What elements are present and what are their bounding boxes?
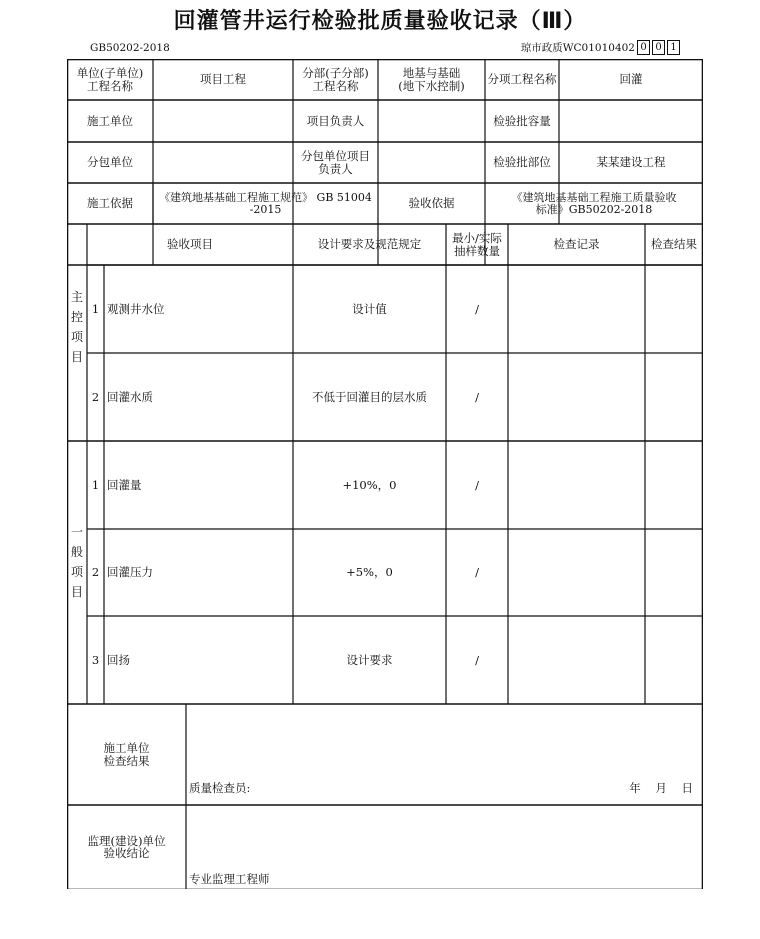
inspection-form <box>67 59 703 939</box>
form-title: 回灌管井运行检验批质量验收记录（Ⅲ） <box>173 9 587 34</box>
main-item-sample[interactable]: / <box>475 389 479 404</box>
main-group-label-char: 目 <box>70 350 83 364</box>
general-item-requirement: 设计要求 <box>346 652 393 667</box>
general-group-label-char: 项 <box>70 565 83 579</box>
main-item-result[interactable] <box>645 265 703 353</box>
general-item-result[interactable] <box>645 616 703 704</box>
standard-code: GB50202-2018 <box>90 42 170 54</box>
main-group-label-char: 项 <box>70 330 83 344</box>
main-item-no: 1 <box>91 301 100 316</box>
supervisor-conclusion-area[interactable] <box>186 809 703 873</box>
general-item-sample[interactable]: / <box>475 477 479 492</box>
accept-basis-value: 《建筑地基基础工程施工质量验收 标准》GB50202-2018 <box>511 190 677 216</box>
general-item-no: 3 <box>91 652 100 667</box>
col-item: 验收项目 <box>167 237 213 252</box>
division-value[interactable]: 地基与基础 (地下水控制) <box>398 66 465 93</box>
subitem-value[interactable]: 回灌 <box>619 72 643 87</box>
subitem-label: 分项工程名称 <box>487 72 557 87</box>
capacity-value[interactable] <box>559 100 703 142</box>
pm-label: 项目负责人 <box>306 113 365 128</box>
main-item-name: 观测井水位 <box>107 301 165 316</box>
general-item-no: 2 <box>91 565 100 580</box>
main-group-label-char: 主 <box>70 290 83 304</box>
location-value[interactable]: 某某建设工程 <box>596 155 666 170</box>
main-group-label <box>67 287 87 367</box>
general-item-record[interactable] <box>508 529 645 616</box>
general-group-label <box>67 522 87 602</box>
contractor-value[interactable] <box>153 100 293 142</box>
basis-value: 《建筑地基基础工程施工规范》 GB 51004 -2015 <box>159 190 372 216</box>
sub-pm-label: 分包单位项目 负责人 <box>301 149 370 176</box>
code-box-3: 1 <box>667 40 680 55</box>
col-requirement: 设计要求及规范规定 <box>317 237 422 252</box>
general-item-sample[interactable]: / <box>475 652 479 667</box>
main-item-requirement: 不低于回灌目的层水质 <box>312 389 427 404</box>
engineer-label: 专业监理工程师 <box>189 873 270 886</box>
location-label: 检验批部位 <box>493 155 551 170</box>
main-item-name: 回灌水质 <box>107 389 153 404</box>
general-item-requirement: +10%，0 <box>342 477 397 492</box>
form-code-text: 琼市政质WC01010402 <box>520 42 635 54</box>
basis-label: 施工依据 <box>87 196 133 211</box>
sub-value[interactable] <box>153 142 293 183</box>
main-group-label-char: 控 <box>70 310 83 324</box>
general-item-record[interactable] <box>508 441 645 529</box>
date-label: 年 月 日 <box>629 780 693 795</box>
general-item-name: 回扬 <box>107 652 130 667</box>
division-label: 分部(子分部) 工程名称 <box>302 66 369 93</box>
unit-label: 单位(子单位) 工程名称 <box>76 66 144 93</box>
accept-basis-label: 验收依据 <box>408 196 455 211</box>
main-item-record[interactable] <box>508 353 645 441</box>
general-item-name: 回灌量 <box>107 477 142 492</box>
col-result: 检查结果 <box>651 237 697 252</box>
general-item-result[interactable] <box>645 441 703 529</box>
general-group-label-char: 一 <box>70 525 83 539</box>
code-box-1: 0 <box>637 40 650 55</box>
main-item-result[interactable] <box>645 353 703 441</box>
constructor-check-label: 施工单位 检查结果 <box>103 741 150 768</box>
code-box-2: 0 <box>652 40 665 55</box>
general-group-label-char: 目 <box>70 585 83 599</box>
pm-value[interactable] <box>378 100 485 142</box>
inspector-label: 质量检查员: <box>189 780 251 795</box>
general-item-result[interactable] <box>645 529 703 616</box>
constructor-check-area[interactable] <box>186 709 703 775</box>
col-sample: 最小/实际 抽样数量 <box>452 231 502 258</box>
general-item-name: 回灌压力 <box>107 565 153 580</box>
capacity-label: 检验批容量 <box>493 113 551 128</box>
general-item-requirement: +5%，0 <box>346 565 393 580</box>
main-item-requirement: 设计值 <box>352 301 387 316</box>
main-item-no: 2 <box>91 389 100 404</box>
main-item-sample[interactable]: / <box>475 301 479 316</box>
sub-pm-value[interactable] <box>378 142 485 183</box>
main-item-record[interactable] <box>508 265 645 353</box>
supervisor-label: 监理(建设)单位 验收结论 <box>87 833 166 860</box>
general-item-record[interactable] <box>508 616 645 704</box>
unit-value[interactable]: 项目工程 <box>200 72 246 87</box>
general-group-label-char: 般 <box>70 545 83 559</box>
sub-label: 分包单位 <box>87 155 133 170</box>
form-code <box>521 40 680 55</box>
contractor-label: 施工单位 <box>87 113 133 128</box>
col-record: 检查记录 <box>553 237 600 252</box>
general-item-no: 1 <box>91 477 100 492</box>
general-item-sample[interactable]: / <box>475 565 479 580</box>
